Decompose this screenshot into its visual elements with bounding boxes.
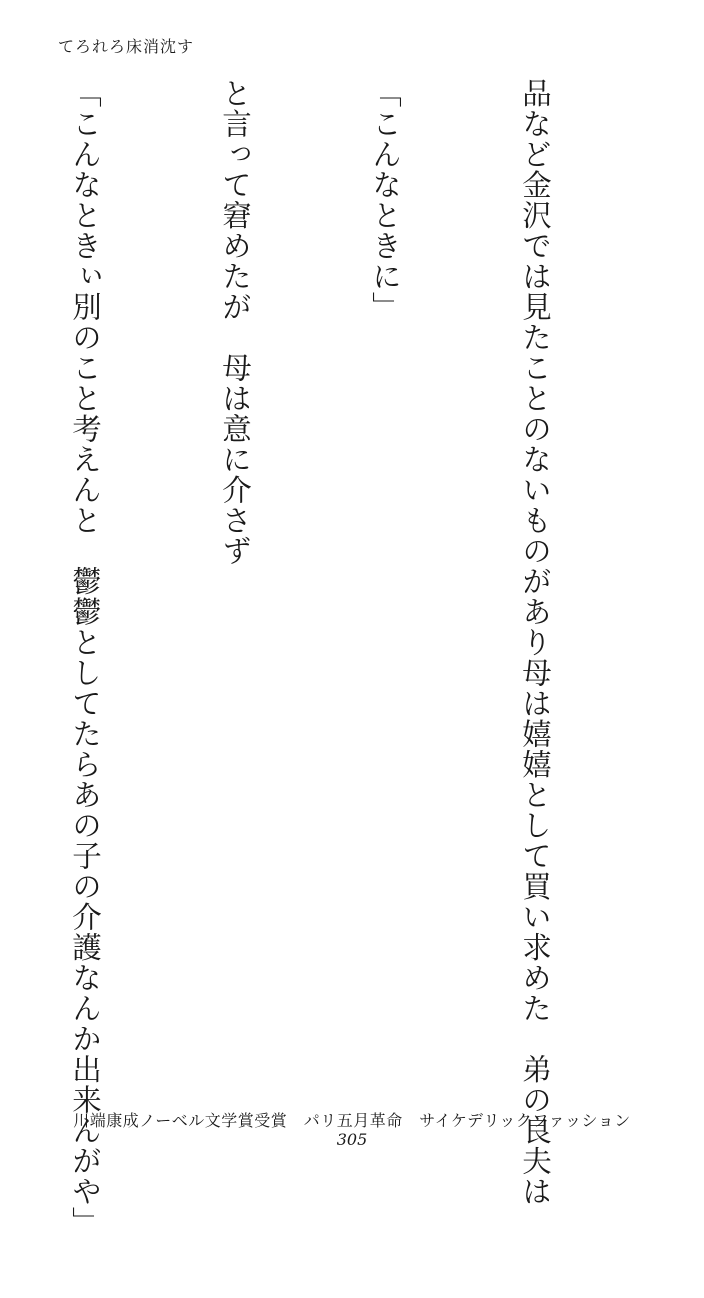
text-line: と言って窘めたが 母は意に介さず	[218, 78, 252, 566]
text-line: 品など金沢では見たことのないものがあり母は嬉嬉として買い求めた 弟の良夫は	[518, 78, 552, 1207]
footer-series-title: 川端康成ノーベル文学賞受賞 パリ五月革命 サイケデリックファッション	[73, 1111, 631, 1130]
running-title: てろれろ床消沈す	[58, 37, 195, 56]
page-number: 305	[336, 1130, 368, 1149]
text-line: 「こんなときぃ別のこと考えんと 鬱鬱としてたらあの子の介護なんか出来んがや」	[68, 78, 102, 1237]
text-line: 「こんなときに」	[368, 78, 402, 322]
